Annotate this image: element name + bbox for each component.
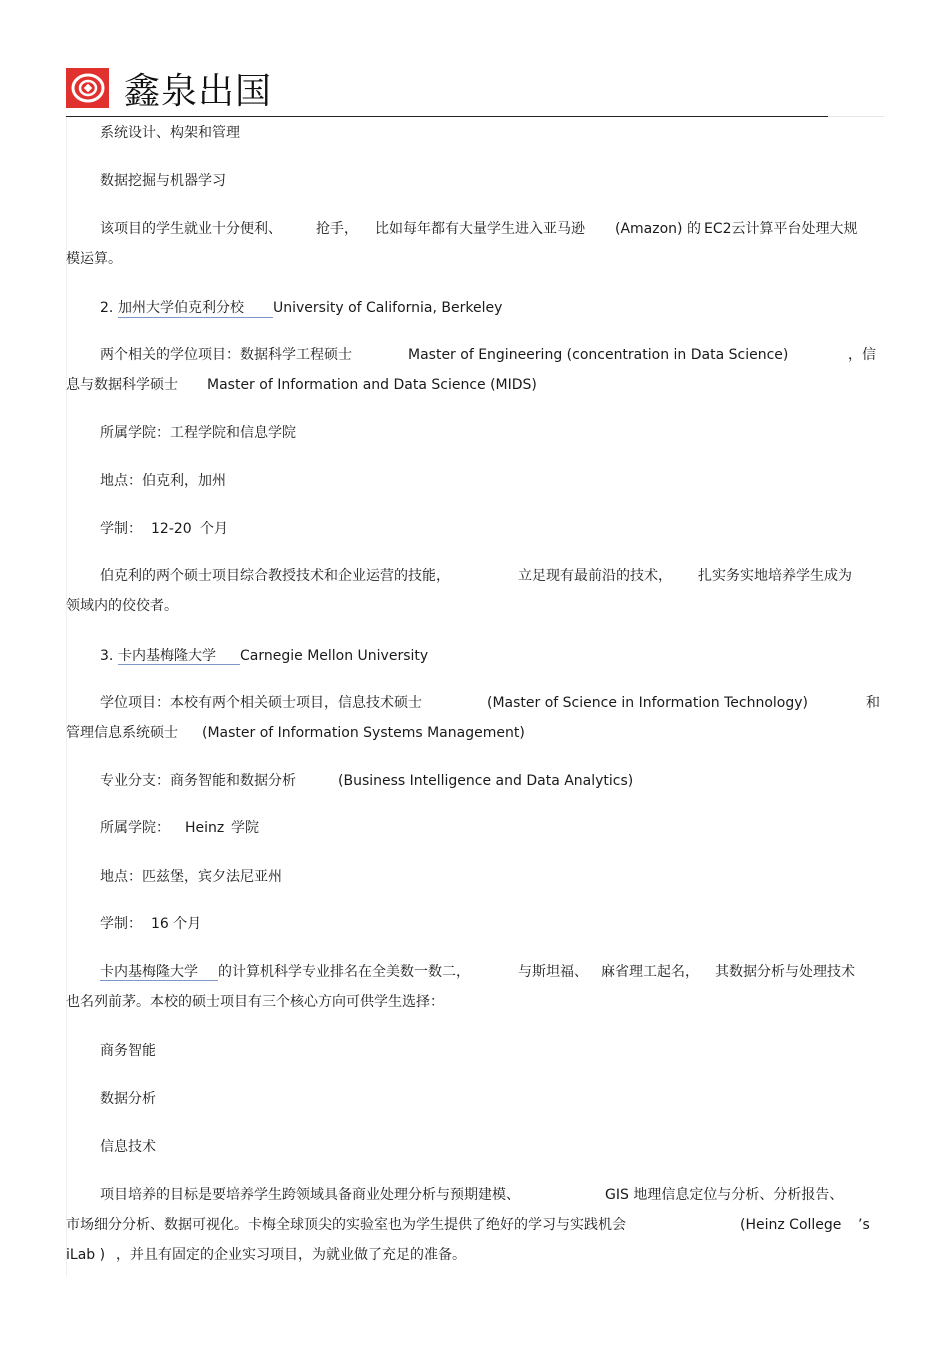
text-line: 也名列前茅。本校的硕士项目有三个核心方向可供学生选择：: [66, 994, 444, 1010]
page-header: [0, 0, 950, 120]
link-underline: [118, 317, 273, 318]
text-span: ’s: [858, 1217, 870, 1233]
text-span: ，并且有固定的企业实习项目，为就业做了充足的准备。: [116, 1247, 466, 1263]
text-span: 立足现有最前沿的技术，: [518, 568, 672, 584]
text-line: 地点：匹兹堡，宾夕法尼亚州: [100, 869, 282, 885]
link-underline: [100, 980, 218, 981]
cmu-link[interactable]: 卡内基梅隆大学: [118, 648, 216, 664]
text-line: 模运算。: [66, 251, 122, 267]
text-span: 麻省理工起名，: [601, 964, 699, 980]
header-divider: [66, 116, 828, 117]
text-span: ，信: [848, 347, 876, 363]
text-span: (Heinz College: [740, 1217, 842, 1233]
text-span: 项目培养的目标是要培养学生跨领域具备商业处理分析与预期建模、: [100, 1187, 520, 1203]
text-span: iLab ): [66, 1247, 106, 1263]
text-span: 其数据分析与处理技术: [715, 964, 855, 980]
text-span: (Business Intelligence and Data Analytics): [338, 773, 634, 789]
text-line: 领域内的佼佼者。: [66, 598, 178, 614]
text-span: 息与数据科学硕士: [66, 377, 178, 393]
text-span: 学制：: [100, 916, 142, 932]
text-span: 所属学院：: [100, 820, 170, 836]
brand-logo-icon: [66, 68, 109, 108]
text-span: 16 个月: [151, 916, 202, 932]
text-span: 伯克利的两个硕士项目综合教授技术和企业运营的技能，: [100, 568, 450, 584]
text-span: Master of Information and Data Science (MIDS): [207, 377, 537, 393]
text-span: 与斯坦福、: [518, 964, 588, 980]
text-span: 市场细分分析、数据可视化。卡梅全球顶尖的实验室也为学生提供了绝好的学习与实践机会: [66, 1217, 626, 1233]
text-span: University of California, Berkeley: [273, 300, 503, 316]
section-number: 2.: [100, 300, 114, 316]
text-span: EC2云计算平台处理大规: [704, 221, 858, 237]
text-span: Master of Engineering (concentration in Data Science): [408, 347, 789, 363]
text-span: 12-20: [151, 521, 192, 537]
text-span: Heinz: [185, 820, 225, 836]
header-divider-light: [828, 116, 884, 117]
brand-name: 鑫泉出国: [124, 71, 273, 112]
text-line: 所属学院：工程学院和信息学院: [100, 425, 296, 441]
list-item: 信息技术: [100, 1139, 156, 1155]
text-span: Carnegie Mellon University: [240, 648, 429, 664]
text-span: 比如每年都有大量学生进入亚马逊: [375, 221, 585, 237]
text-span: 学院: [231, 820, 259, 836]
text-span: 专业分支：商务智能和数据分析: [100, 773, 296, 789]
list-item: 商务智能: [100, 1043, 156, 1059]
text-span: (Master of Science in Information Technology): [487, 695, 808, 711]
text-line: 地点：伯克利，加州: [100, 473, 226, 489]
text-span: (Amazon) 的: [615, 221, 701, 237]
text-span: 学制：: [100, 521, 142, 537]
text-span: GIS 地理信息定位与分析、分析报告、: [605, 1187, 844, 1203]
text-span: 学位项目：本校有两个相关硕士项目，信息技术硕士: [100, 695, 422, 711]
cmu-inline-link[interactable]: 卡内基梅隆大学: [100, 964, 198, 980]
text-span: (Master of Information Systems Management): [202, 725, 525, 741]
list-item: 数据分析: [100, 1091, 156, 1107]
link-underline: [118, 664, 240, 665]
content-guide: [66, 117, 67, 1277]
text-line: 系统设计、构架和管理: [100, 125, 240, 141]
text-span: 个月: [200, 521, 228, 537]
text-span: 两个相关的学位项目：数据科学工程硕士: [100, 347, 352, 363]
text-span: 该项目的学生就业十分便利、: [100, 221, 282, 237]
text-line: 数据挖掘与机器学习: [100, 173, 226, 189]
text-span: 扎实务实地培养学生成为: [698, 568, 852, 584]
text-span: 和: [866, 695, 880, 711]
text-span: 抢手，: [316, 221, 358, 237]
text-span: 管理信息系统硕士: [66, 725, 178, 741]
berkeley-link[interactable]: 加州大学伯克利分校: [118, 300, 244, 316]
section-number: 3.: [100, 648, 114, 664]
text-span: 的计算机科学专业排名在全美数一数二，: [218, 964, 470, 980]
